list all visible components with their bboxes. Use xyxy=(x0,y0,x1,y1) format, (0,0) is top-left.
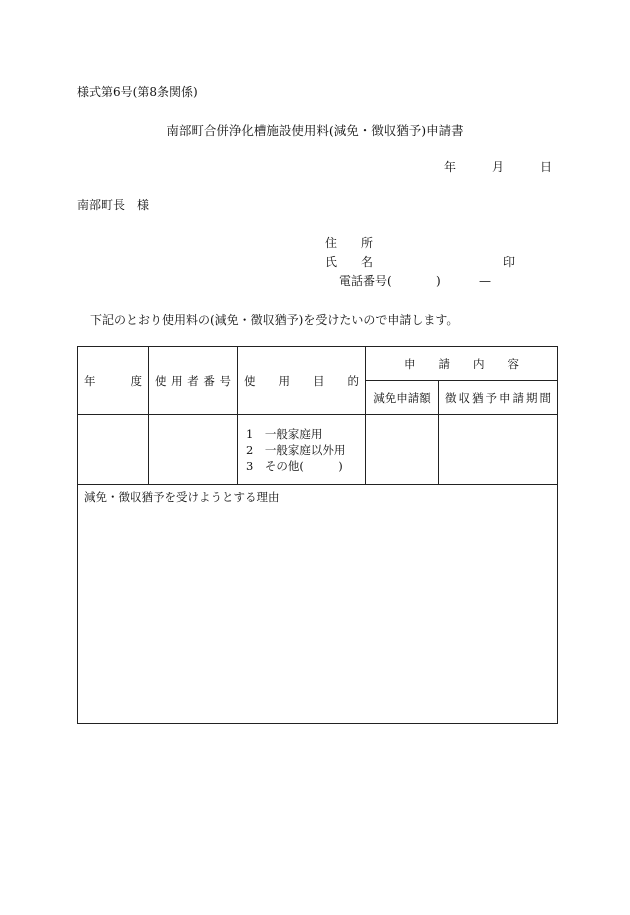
cell-purpose[interactable] xyxy=(238,415,366,485)
purpose-option-2: 2 一般家庭以外用 xyxy=(246,442,346,457)
date-year-label: 年 xyxy=(444,160,457,174)
name-label-1: 氏 xyxy=(325,255,338,269)
purpose-option-3: 3 その他( ) xyxy=(246,458,343,473)
name-label-2: 名 xyxy=(361,255,374,269)
addressee: 南部町長 様 xyxy=(77,198,150,212)
cell-reduction-amount[interactable] xyxy=(366,415,439,485)
address-label-2: 所 xyxy=(361,236,374,250)
purpose-option-1: 1 一般家庭用 xyxy=(246,426,323,441)
application-table xyxy=(77,346,558,724)
phone-dash: — xyxy=(479,274,491,288)
reason-label: 減免・徴収猶予を受けようとする理由 xyxy=(84,490,280,504)
phone-close-paren: ) xyxy=(436,274,441,288)
phone-label: 電話番号( xyxy=(339,274,392,288)
header-application-content: 申 請 内 容 xyxy=(366,347,558,381)
header-user-number: 使 用 者 番 号 xyxy=(149,347,238,415)
cell-user-number[interactable] xyxy=(149,415,238,485)
date-month-label: 月 xyxy=(492,160,505,174)
form-number: 様式第6号(第8条関係) xyxy=(77,85,198,99)
intro-text: 下記のとおり使用料の(減免・徴収猶予)を受けたいので申請します。 xyxy=(90,313,459,327)
form-title: 南部町合併浄化槽施設使用料(減免・徴収猶予)申請書 xyxy=(166,123,464,138)
cell-deferral-period[interactable] xyxy=(439,415,558,485)
cell-year[interactable] xyxy=(78,415,149,485)
header-purpose: 使 用 目 的 xyxy=(238,347,366,415)
cell-reason[interactable] xyxy=(78,485,558,724)
seal-mark: 印 xyxy=(503,255,516,269)
header-year: 年 度 xyxy=(78,347,149,415)
header-deferral-period: 徴 収 猶 予 申 請 期 間 xyxy=(439,381,558,415)
address-label-1: 住 xyxy=(325,236,338,250)
header-reduction-amount: 減免申請額 xyxy=(366,381,439,415)
date-day-label: 日 xyxy=(540,160,553,174)
